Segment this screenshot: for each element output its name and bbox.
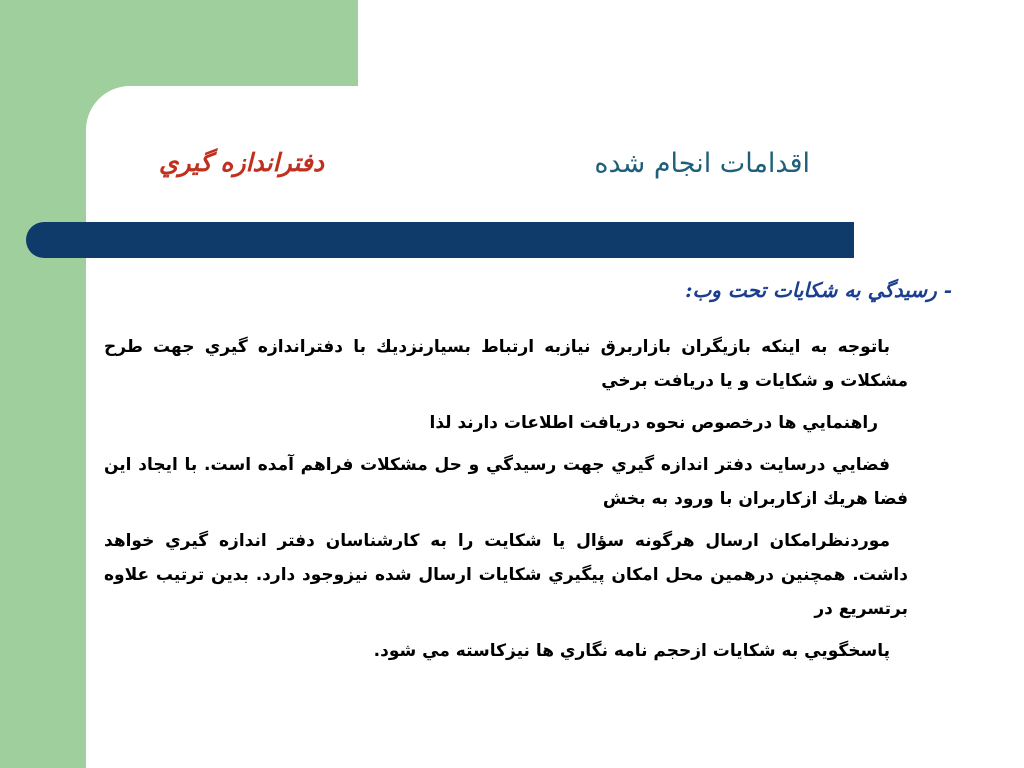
title-divider-bar — [26, 222, 854, 258]
organization-label: دفتراندازه گيري — [158, 148, 324, 177]
slide-title: اقدامات انجام شده — [594, 148, 810, 179]
paragraph-1: باتوجه به اينكه بازيگران بازاربرق نيازبه ارتباط بسيارنزديك با دفتراندازه گيري جهت طرح مشكلات و شكايات و يا دريافت برخي — [104, 337, 908, 391]
body-text — [104, 330, 908, 676]
section-heading: - رسيدگي به شكايات تحت وب: — [685, 278, 952, 302]
paragraph-2: راهنمايي ها درخصوص نحوه دريافت اطلاعات دارند لذا — [429, 413, 878, 433]
paragraph-4: موردنظرامكان ارسال هرگونه سؤال يا شكايت را به كارشناسان دفتر اندازه گيري خواهد داشت. همچنين درهمين محل امكان پيگيري شكايات ارسال شده نيزوجود دارد. بدين ترتيب علاوه برتسريع در — [104, 531, 908, 619]
paragraph-3: فضايي درسايت دفتر اندازه گيري جهت رسيدگي و حل مشكلات فراهم آمده است. با ايجاد اين فضا هريك ازكاربران با ورود به بخش — [104, 455, 908, 509]
paragraph-5: پاسخگويي به شكايات ازحجم نامه نگاري ها نيزكاسته مي شود. — [373, 641, 890, 661]
